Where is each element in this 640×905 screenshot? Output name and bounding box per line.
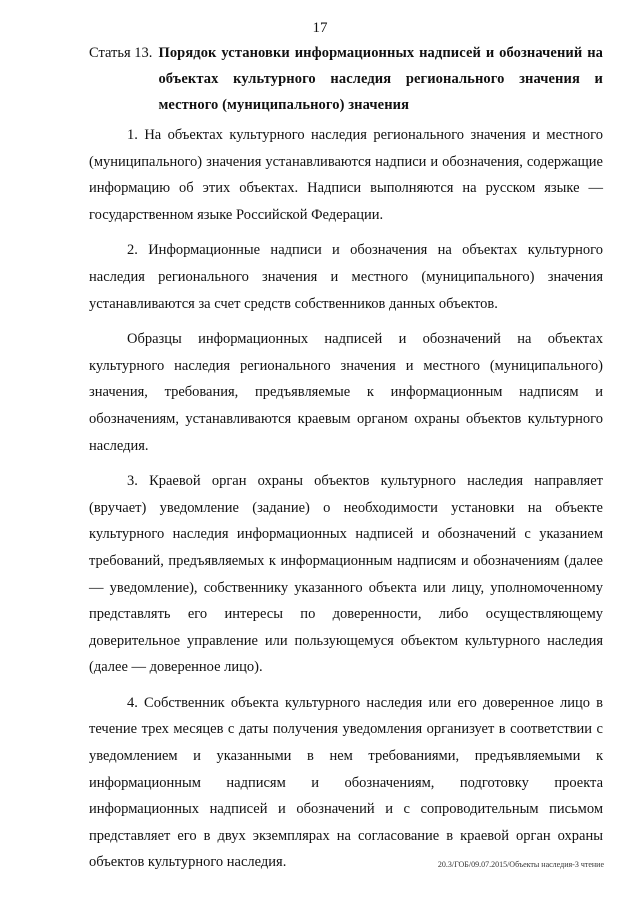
article-heading: [89, 40, 603, 118]
paragraph-3: 3. Краевой орган охраны объектов культурного наследия направляет (вручает) уведомление (задание) о необходимости установки на объекте культурного наследия информационных надписей и обозначений с указанием требований, предъявляемых к информационным надписям и обозначениям (далее — уведомление), собственнику указанного объекта или лицу, уполномоченному представлять его интересы по доверенности, либо осуществляющему доверительное управление или пользующемуся объектом культурного наследия (далее — доверенное лицо).: [89, 473, 603, 676]
paragraph-1: 1. На объектах культурного наследия регионального значения и местного (муниципального) значения устанавливаются надписи и обозначения, содержащие информацию об этих объектах. Надписи выполняются на русском языке — государственном языке Российской Федерации.: [89, 127, 603, 223]
paragraph-4: 4. Собственник объекта культурного наследия или его доверенное лицо в течение трех месяцев с даты получения уведомления организует в соответствии с уведомлением и указанными в нем требованиями, предъявляемыми к информационным надписям и обозначениям, подготовку проекта информационных надписей и обозначений и с сопроводительным письмом представляет его в двух экземплярах на согласование в краевой орган охраны объектов культурного наследия.: [89, 694, 603, 871]
article-title: Порядок установки информационных надписей и обозначений на объектах культурного наследия регионального значения и местного (муниципального) значения: [158, 45, 603, 113]
article-body: [89, 122, 603, 876]
page-number: 17: [312, 20, 328, 36]
document-footer: 20.3/ГОБ/09.07.2015/Объекты наследия-3 чтение: [437, 860, 604, 869]
article-label: Статья 13.: [89, 45, 153, 61]
article-13: [89, 40, 603, 885]
paragraph-2-samples: Образцы информационных надписей и обозначений на объектах культурного наследия регионального значения и местного (муниципального) значения, требования, предъявляемые к информационным надписям и обозначениям, устанавливаются краевым органом охраны объектов культурного наследия.: [89, 331, 603, 454]
paragraph-2: 2. Информационные надписи и обозначения на объектах культурного наследия регионального значения и местного (муниципального) значения устанавливаются за счет средств собственников данных объектов.: [89, 242, 603, 312]
